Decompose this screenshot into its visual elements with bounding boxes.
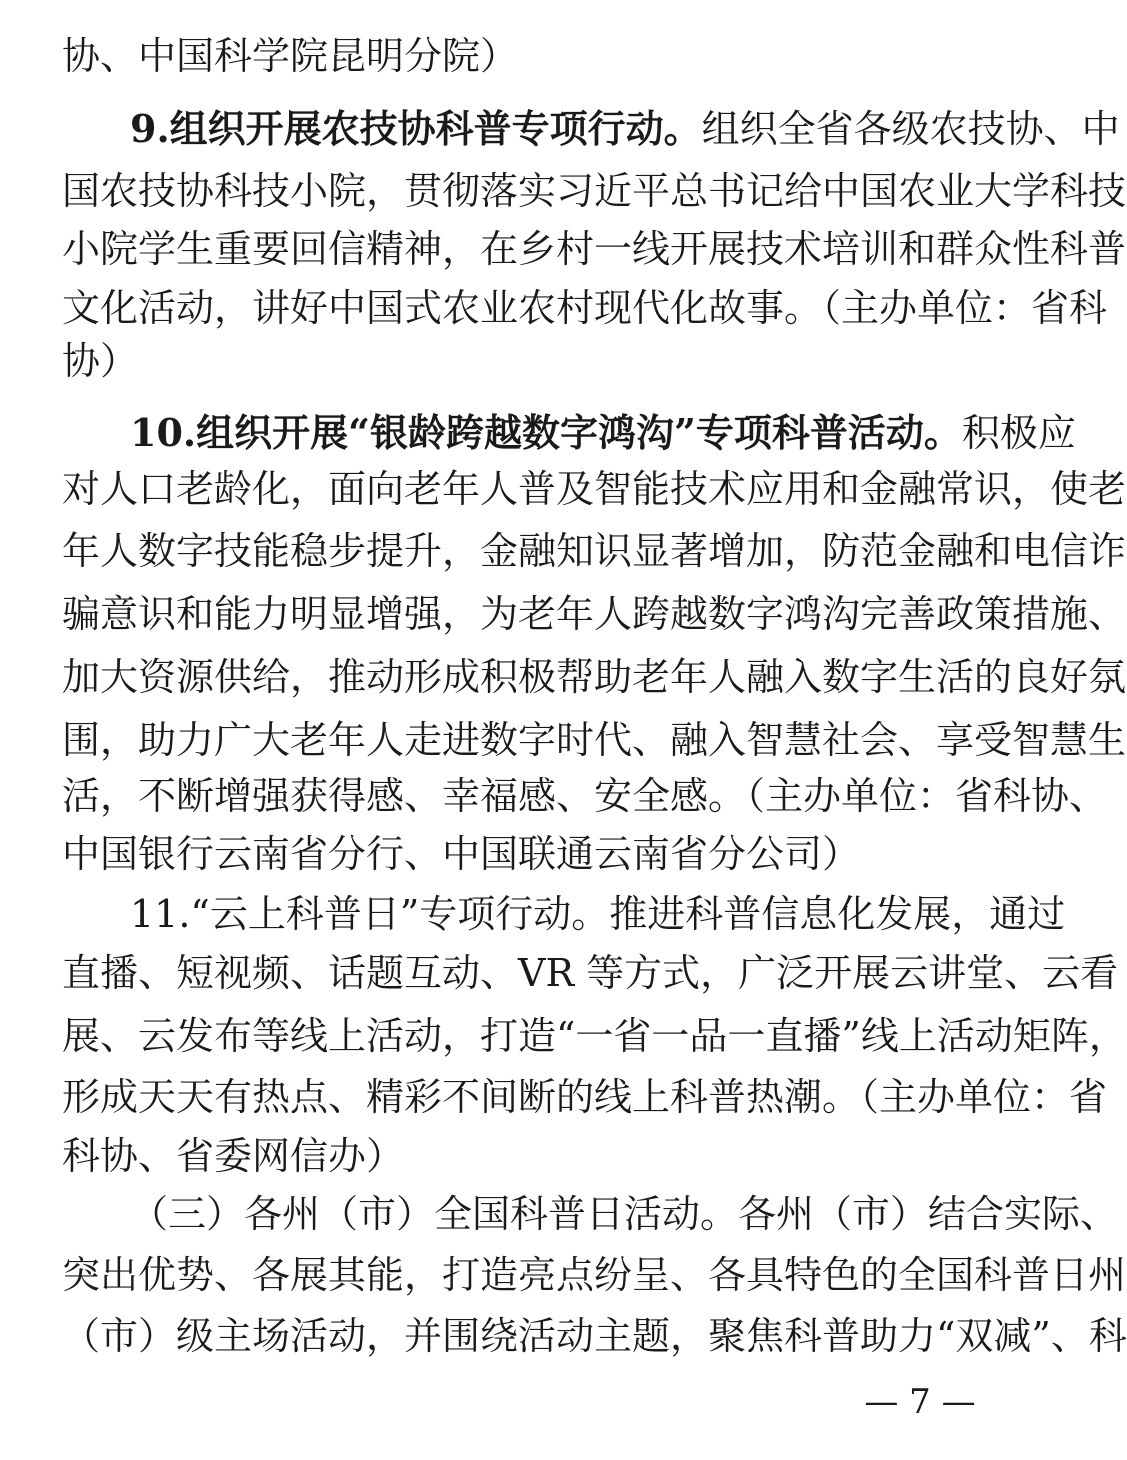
line-text: 突出优势、各展其能，打造亮点纷呈、各具特色的全国科普日州 [62,1253,1127,1297]
text-line [62,768,1108,824]
text-line [62,1069,1108,1125]
item-heading: 9.组织开展农技协科普专项行动。 [130,106,702,151]
text-line [62,712,1127,768]
text-line [62,1308,1127,1364]
line-text: 文化活动，讲好中国式农业农村现代化故事。（主办单位：省科 [62,286,1108,330]
line-text: 11.“云上科普日”专项行动。推进科普信息化发展，通过 [130,892,1066,936]
text-line [62,945,1119,1001]
line-text: 小院学生重要回信精神，在乡村一线开展技术培训和群众性科普 [62,227,1127,271]
text-line [62,826,988,882]
line-text: 协） [62,339,139,383]
text-line [62,221,1127,277]
text-line [62,1128,988,1184]
text-line [62,523,1127,579]
line-text: 展、云发布等线上活动，打造“一省一品一直播”线上活动矩阵， [62,1014,1127,1058]
text-line [62,280,1108,336]
line-text: 围，助力广大老年人走进数字时代、融入智慧社会、享受智慧生 [62,718,1127,762]
text-line [62,1008,1127,1064]
line-text: 组织全省各级农技协、中 [701,107,1120,151]
item-heading: 10.组织开展“银龄跨越数字鸿沟”专项科普活动。 [130,410,962,455]
text-line [130,405,1076,461]
line-text: 活，不断增强获得感、幸福感、安全感。（主办单位：省科协、 [62,774,1108,818]
text-line [62,1247,1127,1303]
line-text: 骗意识和能力明显增强，为老年人跨越数字鸿沟完善政策措施、 [62,592,1127,636]
line-text: 年人数字技能稳步提升，金融知识显著增加，防范金融和电信诈 [62,529,1127,573]
text-line [62,333,988,389]
page-number: — 7 — [864,1382,976,1422]
text-line [130,1186,1119,1242]
line-text: 中国银行云南省分行、中国联通云南省分公司） [62,832,861,876]
text-line [62,649,1127,705]
line-text: 加大资源供给，推动形成积极帮助老年人融入数字生活的良好氛 [62,655,1127,699]
line-text: （三）各州（市）全国科普日活动。各州（市）结合实际、 [130,1192,1119,1236]
text-line [62,586,1127,642]
text-line [62,461,1127,517]
line-text: 直播、短视频、话题互动、VR 等方式，广泛开展云讲堂、云看 [62,951,1119,995]
line-text: 形成天天有热点、精彩不间断的线上科普热潮。（主办单位：省 [62,1075,1108,1119]
line-text: 对人口老龄化，面向老年人普及智能技术应用和金融常识，使老 [62,467,1127,511]
line-text: 国农技协科技小院，贯彻落实习近平总书记给中国农业大学科技 [62,169,1127,213]
text-line [62,28,988,84]
text-line [62,163,1127,219]
text-line [130,886,1066,942]
line-text: （市）级主场活动，并围绕活动主题，聚焦科普助力“双减”、科 [62,1314,1127,1358]
line-text: 积极应 [961,411,1076,455]
line-text: 协、中国科学院昆明分院） [62,34,519,78]
text-line [130,101,1120,157]
line-text: 科协、省委网信办） [62,1134,405,1178]
